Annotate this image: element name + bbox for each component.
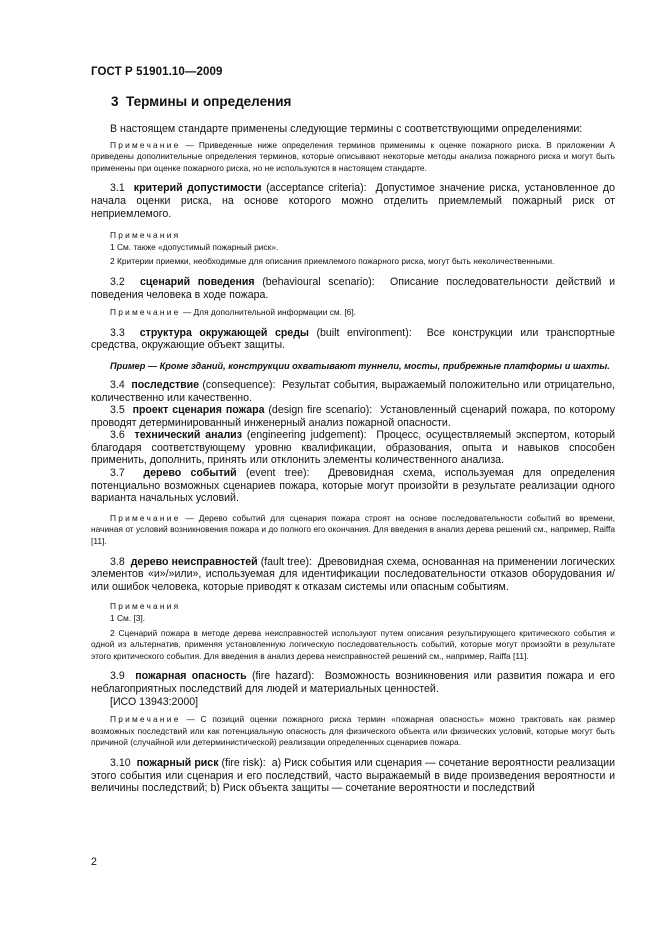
term-definition: Результат события, выражаемый положительно или отрицательно, количественно или качественно.: [91, 378, 615, 404]
reference-3-9: [ИСО 13943:2000]: [110, 695, 199, 708]
term-name: сценарий поведения: [140, 275, 255, 288]
note-item: 1 См. также «допустимый пожарный риск».: [110, 241, 279, 252]
document-code: ГОСТ Р 51901.10—2009: [91, 66, 223, 78]
note-label: Примечание: [110, 512, 181, 523]
term-english: (event tree):: [245, 467, 310, 480]
term-english: (behavioural scenario):: [262, 275, 375, 288]
term-name: пожарная опасность: [135, 670, 247, 683]
section-title: [111, 94, 291, 109]
note-label: Примечание: [110, 714, 181, 725]
term-name: пожарный риск: [136, 756, 219, 769]
term-english: (design fire scenario):: [268, 404, 373, 417]
section-number: 3: [111, 94, 119, 109]
term-definition: Возможность возникновения или развития пожара и его неблагоприятных последствий для людей и материальных ценностей.: [91, 670, 616, 695]
term-name: технический анализ: [134, 429, 242, 442]
term-definition: Установленный сценарий пожара, по которому проводят детерминированный инженерный анализ пожарной опасности.: [91, 404, 616, 429]
note-intro: [91, 140, 615, 175]
term-3-1: [91, 182, 615, 220]
term-english: (built environment):: [316, 326, 412, 339]
term-definition: Древовидная схема, основанная на применении логических элементов «и»/»или», используемая для идентификации последовательности отказов оборудования и/или ошибок человека, которые приводят к отказам системы или опасным событиям.: [91, 555, 615, 593]
term-3-3: [91, 327, 615, 352]
note-text: — Дерево событий для сценария пожара строят на основе последовательности событий во времени, начиная от условий возникновения пожара и до полного его окончания. Для введения в анализ дерева решений см., например, Raiffa [11].: [91, 512, 616, 547]
term-number: 3.6: [110, 429, 125, 442]
section-title-text: Термины и определения: [126, 94, 292, 109]
term-definition: Описание последовательности действий и поведения человека в ходе пожара.: [91, 275, 616, 301]
note-item: 2 Критерии приемки, необходимые для описания приемлемого пожарного риска, могут быть неколичественными.: [110, 256, 555, 267]
term-number: 3.2: [110, 275, 125, 288]
term-name: последствие: [131, 378, 200, 391]
term-name: дерево событий: [143, 467, 237, 480]
note-text: — Приведенные ниже определения терминов применимы к оценке пожарного риска. В приложении А приведены дополнительные определения терминов, которые описывают некоторые методы анализа пожарного риска и могут быть применены при оценке пожарного риска, но не используются в настоящем стандарте.: [91, 139, 616, 173]
term-number: 3.3: [110, 326, 125, 339]
note-text: — Для дополнительной информации см. [6].: [182, 307, 356, 318]
term-english: (fault tree):: [260, 555, 312, 568]
term-3-5: [91, 404, 615, 429]
term-name: структура окружающей среды: [139, 326, 309, 339]
term-number: 3.7: [110, 467, 125, 480]
term-3-10: [91, 757, 615, 795]
term-3-6: [91, 429, 615, 467]
term-name: дерево неисправностей: [130, 555, 258, 568]
term-number: 3.1: [110, 182, 125, 195]
note-3-2: [91, 307, 615, 319]
term-3-8: [91, 556, 615, 594]
term-3-4: [91, 379, 615, 404]
term-definition: Все конструкции или транспортные средства, окружающие объект защиты.: [91, 326, 616, 352]
page-number: 2: [91, 856, 97, 868]
term-3-9: [91, 670, 615, 695]
term-number: 3.10: [110, 756, 131, 769]
term-definition: Допустимое значение риска, установленное до начала оценки риска, на основе которого можно отделить приемлемый пожарный риск от неприемлемого.: [91, 182, 615, 220]
term-definition: Процесс, осуществляемый экспертом, который благодаря соответствующему уровню квалификации, образования, опыта и навыков способен применить, дополнить, принять или отклонить элементы количественного анализа.: [91, 429, 615, 467]
note-label: Примечание: [110, 307, 181, 318]
term-3-2: [91, 276, 615, 301]
term-english: (acceptance criteria):: [266, 182, 367, 195]
intro-paragraph: В настоящем стандарте применены следующие термины с соответствующими определениями:: [110, 123, 583, 135]
term-definition: Древовидная схема, используемая для определения потенциально возможных сценариев пожара, которые могут произойти в результате реализации одного варианта начальных условий.: [91, 467, 615, 505]
example-3-3: Пример — Кроме зданий, конструкции охватывают туннели, мосты, прибрежные платформы и шахты.: [110, 360, 610, 371]
term-english: (fire risk):: [221, 756, 266, 769]
term-definition: а) Риск события или сценария — сочетание вероятности реализации этого события или сценария и его последствий, часто выражаемый в виде произведения вероятности и величины последствий; b) Риск объекта защиты — сочетание вероятности и последствий: [91, 756, 615, 795]
term-name: критерий допустимости: [133, 182, 262, 195]
section-body: [91, 123, 615, 795]
note-3-9: [91, 714, 615, 749]
term-number: 3.9: [110, 670, 125, 683]
term-english: (fire hazard):: [251, 670, 315, 683]
note-label: Примечание: [110, 139, 181, 150]
note-3-7: [91, 513, 615, 548]
term-english: (engineering judgement):: [246, 429, 367, 442]
term-3-7: [91, 467, 615, 505]
term-english: (consequence):: [202, 378, 276, 391]
note-item: 2 Сценарий пожара в методе дерева неисправностей используют путем описания результирующего критического события и одной из альтернатив, применяя установленную логическую последовательность событий, которые могут произойти в результате этого критического события. Для введения в анализ дерева неисправностей решений см., например, Raiffa [11].: [91, 627, 615, 661]
term-number: 3.4: [110, 378, 125, 391]
term-name: проект сценария пожара: [132, 404, 265, 417]
term-number: 3.8: [110, 555, 125, 568]
notes-label: Примечания: [110, 601, 181, 612]
term-number: 3.5: [110, 404, 125, 417]
notes-label: Примечания: [110, 230, 181, 241]
note-item: 1 См. [3].: [110, 613, 146, 623]
note-text: — С позиций оценки пожарного риска термин «пожарная опасность» можно трактовать как размер возможных последствий или как потенциальную опасность для физического объекта или физических условий, которые могут быть причиной (случайной или детерминистической) реализации определенных сценариев пожара.: [91, 714, 615, 748]
